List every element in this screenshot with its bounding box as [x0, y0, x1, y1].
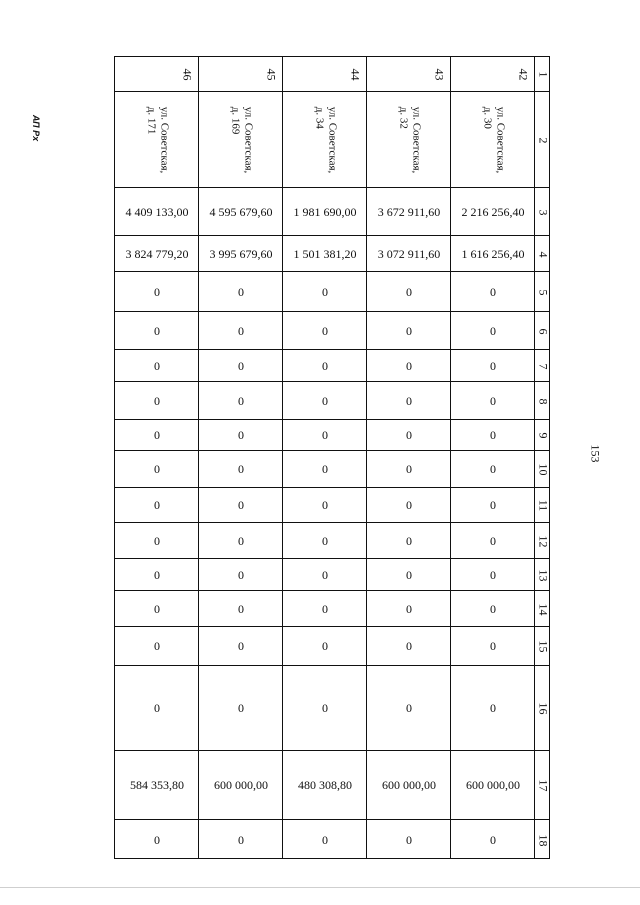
page-number: 153 — [588, 444, 603, 462]
address-text — [312, 107, 338, 174]
value-cell: 0 — [406, 462, 412, 476]
value-cell: 0 — [322, 533, 328, 548]
value-cell: 0 — [406, 323, 412, 338]
value-cell: 600 000,00 — [214, 778, 268, 792]
value-cell: 0 — [238, 323, 244, 338]
value-cell: 0 — [322, 323, 328, 338]
value-cell: 0 — [238, 498, 244, 512]
value-cell: 1 616 256,40 — [461, 246, 525, 261]
row-number — [199, 57, 283, 92]
value-cell: 2 216 256,40 — [461, 204, 525, 219]
address-house: д. 30 — [481, 106, 493, 129]
value-cell: 3 995 679,60 — [209, 246, 273, 261]
value-cell: 0 — [406, 701, 412, 715]
value-cell: 4 409 133,00 — [125, 204, 189, 219]
value-cell: 0 — [154, 358, 160, 373]
address-house: д. 171 — [145, 106, 157, 135]
column-number-label: 7 — [536, 363, 551, 369]
address-street: ул. Советская, — [242, 106, 254, 174]
value-cell: 0 — [238, 601, 244, 616]
column-number-label: 3 — [536, 209, 551, 215]
value-cell: 480 308,80 — [298, 778, 352, 792]
address-street: ул. Советская, — [410, 106, 422, 174]
value-cell: 0 — [154, 601, 160, 616]
address-house: д. 169 — [229, 106, 241, 135]
column-number — [535, 820, 551, 860]
value-cell: 0 — [490, 567, 496, 582]
value-cell: 0 — [322, 428, 328, 442]
column-number — [535, 559, 551, 591]
value-cell: 0 — [490, 832, 496, 847]
column-number — [535, 451, 551, 488]
value-cell: 0 — [406, 601, 412, 616]
value-cell: 0 — [406, 498, 412, 512]
value-cell: 0 — [322, 284, 328, 299]
value-cell: 0 — [238, 533, 244, 548]
value-cell: 0 — [322, 393, 328, 408]
value-cell: 0 — [238, 701, 244, 715]
value-cell: 3 824 779,20 — [125, 246, 189, 261]
value-cell: 0 — [490, 462, 496, 476]
value-cell: 0 — [154, 428, 160, 442]
column-number-label: 1 — [536, 71, 551, 78]
column-number-label: 8 — [536, 398, 551, 404]
column-number — [535, 666, 551, 751]
column-number-label: 5 — [536, 289, 551, 295]
value-cell: 0 — [154, 462, 160, 476]
column-number — [535, 272, 551, 312]
value-cell: 0 — [406, 832, 412, 847]
value-cell: 0 — [154, 393, 160, 408]
value-cell: 0 — [154, 323, 160, 338]
value-cell: 0 — [490, 601, 496, 616]
row-number-label: 43 — [432, 68, 447, 81]
value-cell: 0 — [490, 393, 496, 408]
value-cell: 0 — [154, 832, 160, 847]
column-number — [535, 92, 551, 188]
value-cell: 0 — [322, 639, 328, 653]
column-number-label: 13 — [536, 569, 551, 581]
page-bottom-divider — [0, 887, 640, 888]
value-cell: 0 — [154, 567, 160, 582]
value-cell: 0 — [406, 567, 412, 582]
column-number-label: 4 — [536, 251, 551, 257]
value-cell: 0 — [322, 462, 328, 476]
value-cell: 0 — [406, 533, 412, 548]
value-cell: 600 000,00 — [382, 778, 436, 792]
row-number — [367, 57, 451, 92]
row-number-label: 42 — [516, 68, 531, 81]
address-cell — [367, 92, 451, 188]
value-cell: 0 — [322, 567, 328, 582]
value-cell: 0 — [490, 498, 496, 512]
column-number — [535, 627, 551, 666]
column-number-label: 15 — [536, 640, 551, 653]
address-text — [144, 107, 170, 174]
row-number-label: 46 — [180, 68, 195, 81]
value-cell: 0 — [406, 393, 412, 408]
address-street: ул. Советская, — [494, 106, 506, 174]
value-cell: 0 — [238, 832, 244, 847]
value-cell: 3 072 911,60 — [377, 246, 441, 261]
value-cell: 0 — [154, 533, 160, 548]
column-number — [535, 420, 551, 451]
value-cell: 0 — [154, 498, 160, 512]
value-cell: 0 — [406, 428, 412, 442]
value-cell: 0 — [322, 358, 328, 373]
value-cell: 0 — [322, 498, 328, 512]
data-table — [114, 56, 550, 859]
value-cell: 0 — [322, 601, 328, 616]
column-number — [535, 591, 551, 627]
column-number-label: 6 — [536, 328, 551, 334]
column-number — [535, 350, 551, 382]
value-cell: 0 — [238, 428, 244, 442]
column-number-label: 14 — [536, 603, 551, 615]
value-cell: 0 — [238, 284, 244, 299]
column-number — [535, 523, 551, 559]
column-number-label: 16 — [536, 702, 551, 715]
value-cell: 0 — [490, 358, 496, 373]
value-cell: 0 — [490, 428, 496, 442]
value-cell: 3 672 911,60 — [377, 204, 441, 219]
address-text — [228, 107, 254, 174]
value-cell: 0 — [238, 462, 244, 476]
column-number-label: 12 — [536, 535, 551, 547]
value-cell: 0 — [490, 639, 496, 653]
address-cell — [115, 92, 199, 188]
value-cell: 0 — [238, 393, 244, 408]
address-cell — [451, 92, 535, 188]
column-number — [535, 488, 551, 523]
value-cell: 0 — [154, 284, 160, 299]
value-cell: 0 — [238, 358, 244, 373]
value-cell: 1 501 381,20 — [293, 246, 357, 261]
address-house: д. 32 — [397, 106, 409, 129]
column-number-label: 17 — [536, 779, 551, 792]
value-cell: 0 — [490, 323, 496, 338]
value-cell: 0 — [238, 567, 244, 582]
row-number — [115, 57, 199, 92]
value-cell: 0 — [490, 533, 496, 548]
value-cell: 584 353,80 — [130, 778, 184, 792]
value-cell: 0 — [322, 701, 328, 715]
value-cell: 0 — [154, 639, 160, 653]
row-number-label: 45 — [264, 68, 279, 81]
address-cell — [283, 92, 367, 188]
column-number — [535, 751, 551, 820]
value-cell: 0 — [154, 701, 160, 715]
value-cell: 4 595 679,60 — [209, 204, 273, 219]
column-number-label: 18 — [536, 834, 551, 846]
value-cell: 0 — [490, 701, 496, 715]
row-number — [283, 57, 367, 92]
column-number-label: 11 — [536, 499, 551, 512]
value-cell: 1 981 690,00 — [293, 204, 357, 219]
column-number — [535, 382, 551, 420]
address-text — [480, 107, 506, 174]
column-number — [535, 312, 551, 350]
value-cell: 0 — [322, 832, 328, 847]
column-number-label: 2 — [536, 137, 551, 143]
address-street: ул. Советская, — [158, 106, 170, 174]
column-number-label: 10 — [536, 463, 551, 476]
row-number-label: 44 — [348, 68, 363, 81]
column-number — [535, 57, 551, 92]
side-mark: АП Рх — [31, 114, 42, 142]
value-cell: 0 — [490, 284, 496, 299]
value-cell: 600 000,00 — [466, 778, 520, 792]
row-number — [451, 57, 535, 92]
column-number — [535, 236, 551, 272]
value-cell: 0 — [406, 358, 412, 373]
address-street: ул. Советская, — [326, 106, 338, 174]
value-cell: 0 — [406, 284, 412, 299]
column-number — [535, 188, 551, 236]
column-number-label: 9 — [536, 432, 551, 439]
address-house: д. 34 — [313, 106, 325, 129]
address-cell — [199, 92, 283, 188]
address-text — [396, 107, 422, 174]
value-cell: 0 — [238, 639, 244, 653]
value-cell: 0 — [406, 639, 412, 653]
